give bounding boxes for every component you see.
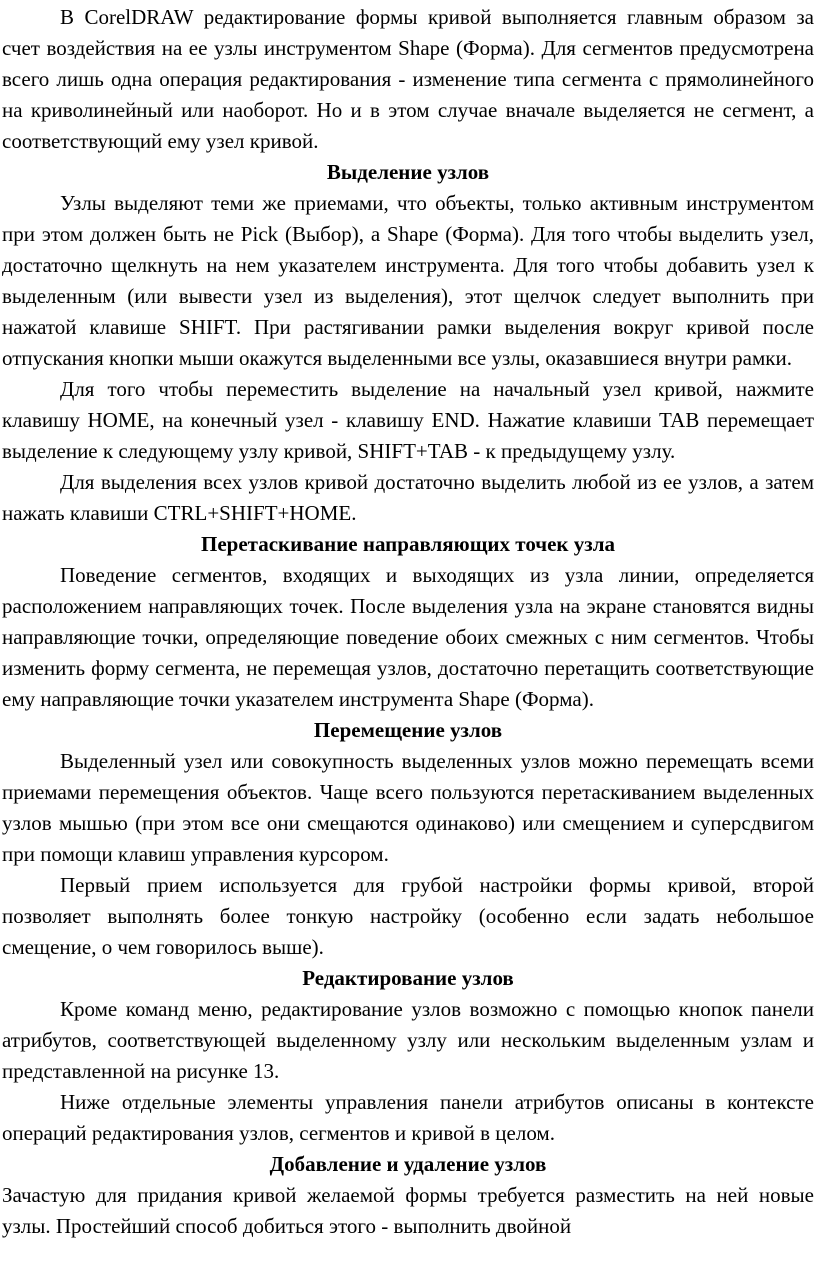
heading-drag-control-points: Перетаскивание направляющих точек узла [200, 532, 616, 556]
heading-move-nodes: Перемещение узлов [313, 718, 503, 742]
paragraph-select-all-nodes: Для выделения всех узлов кривой достаточно выделить любой из ее узлов, а затем нажать клавиши CTRL+SHIFT+HOME. [2, 470, 814, 525]
paragraph-first-method: Первый прием используется для грубой настройки формы кривой, второй позволяет выполнять более тонкую настройку (особенно если задать небольшое смещение, о чем говорилось выше). [2, 873, 814, 959]
paragraph-node-selection: Узлы выделяют теми же приемами, что объекты, только активным инструментом при этом должен быть не Pick (Выбор), а Shape (Форма). Для того чтобы выделить узел, достаточно щелкнуть на нем указателем инструмента. Для того чтобы добавить узел к выделенным (или вывести узел из выделения), этот щелчок следует выполнить при нажатой клавише SHIFT. При растягивании рамки выделения вокруг кривой после отпускания кнопки мыши окажутся выделенными все узлы, оказавшиеся внутри рамки. [2, 191, 814, 370]
paragraph-intro: В CorelDRAW редактирование формы кривой выполняется главным образом за счет воздействия на ее узлы инструментом Shape (Форма). Для сегментов предусмотрена всего лишь одна операция редактирования - изменение типа сегмента с прямолинейного на криволинейный или наоборот. Но и в этом случае вначале выделяется не сегмент, а соответствующий ему узел кривой. [2, 5, 814, 153]
paragraph-control-points: Поведение сегментов, входящих и выходящих из узла линии, определяется расположением направляющих точек. После выделения узла на экране становятся видны направляющие точки, определяющие поведение обоих смежных с ним сегментов. Чтобы изменить форму сегмента, не перемещая узлов, достаточно перетащить соответствующие ему направляющие точки указателем инструмента Shape (Форма). [2, 563, 814, 711]
heading-node-selection: Выделение узлов [326, 160, 490, 184]
heading-add-remove-nodes: Добавление и удаление узлов [269, 1152, 547, 1176]
paragraph-edit-nodes: Кроме команд меню, редактирование узлов возможно с помощью кнопок панели атрибутов, соответствующей выделенному узлу или нескольким выделенным узлам и представленной на рисунке 13. [2, 997, 814, 1083]
paragraph-add-nodes: Зачастую для придания кривой желаемой формы требуется разместить на ней новые узлы. Простейший способ добиться этого - выполнить двойной [2, 1183, 814, 1238]
heading-edit-nodes: Редактирование узлов [302, 966, 514, 990]
paragraph-home-end-keys: Для того чтобы переместить выделение на начальный узел кривой, нажмите клавишу HOME, на конечный узел - клавишу END. Нажатие клавиши TAB перемещает выделение к следующему узлу кривой, SHIFT+TAB - к предыдущему узлу. [2, 377, 814, 463]
paragraph-attribute-panel: Ниже отдельные элементы управления панели атрибутов описаны в контексте операций редактирования узлов, сегментов и кривой в целом. [2, 1090, 814, 1145]
paragraph-move-nodes: Выделенный узел или совокупность выделенных узлов можно перемещать всеми приемами перемещения объектов. Чаще всего пользуются перетаскиванием выделенных узлов мышью (при этом все они смещаются одинаково) или смещением и суперсдвигом при помощи клавиш управления курсором. [2, 749, 814, 866]
